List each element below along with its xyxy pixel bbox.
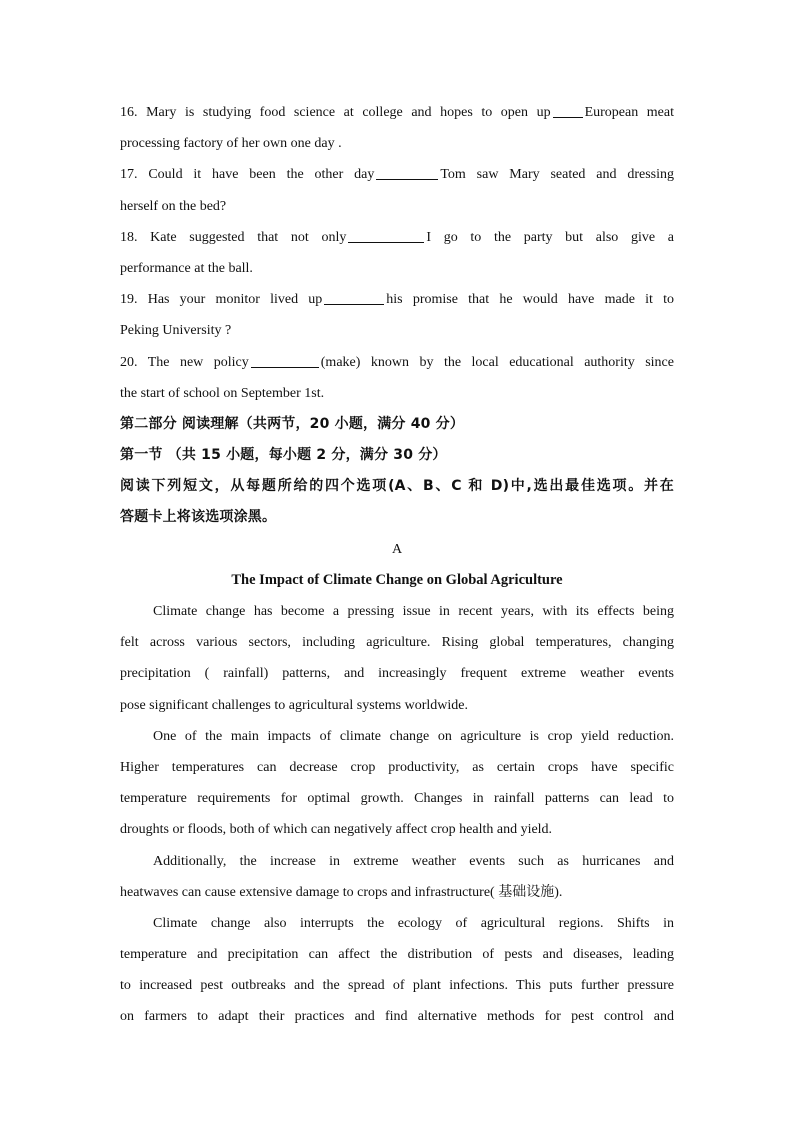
answer-blank-19[interactable]: [324, 290, 384, 305]
passage-line: temperature requirements for optimal growth. Changes in rainfall patterns can lead to: [120, 791, 674, 807]
passage-title: The Impact of Climate Change on Global Agriculture: [231, 571, 563, 588]
passage-line: pose significant challenges to agricultural systems worldwide.: [120, 697, 468, 713]
question-19-line-2: Peking University ?: [120, 323, 232, 339]
question-18-line-2: performance at the ball.: [120, 260, 253, 276]
question-16-line-1: 16. Mary is studying food science at college and hopes to open up European meat: [120, 105, 674, 120]
part-heading: 第二部分 阅读理解（共两节，20 小题，满分 40 分）: [120, 415, 465, 432]
passage-line: temperature and precipitation can affect the distribution of pests and diseases, leading: [120, 947, 674, 963]
passage-label: A: [391, 541, 403, 557]
question-18-line-1: 18. Kate suggested that not only I go to the party but also give a: [120, 229, 674, 245]
passage-line: to increased pest outbreaks and the spread of plant infections. This puts further pressure: [120, 978, 674, 994]
answer-blank-18[interactable]: [348, 228, 424, 243]
answer-blank-20[interactable]: [251, 353, 319, 368]
instruction-line-2: 答题卡上将该选项涂黑。: [120, 509, 277, 526]
passage-line: One of the main impacts of climate change on agriculture is crop yield reduction.: [153, 728, 674, 744]
section-heading: 第一节 （共 15 小题，每小题 2 分，满分 30 分）: [120, 447, 447, 464]
passage-line: Higher temperatures can decrease crop productivity, as certain crops have specific: [120, 759, 674, 775]
passage-line: Climate change also interrupts the ecology of agricultural regions. Shifts in: [153, 915, 674, 931]
question-20-line-1: 20. The new policy (make) known by the local educational authority since: [120, 354, 674, 370]
passage-line: precipitation ( rainfall) patterns, and increasingly frequent extreme weather events: [120, 666, 674, 682]
passage-line: heatwaves can cause extensive damage to crops and infrastructure( 基础设施).: [120, 884, 563, 900]
question-19-line-1: 19. Has your monitor lived up his promise that he would have made it to: [120, 292, 674, 308]
passage-line: droughts or floods, both of which can negatively affect crop health and yield.: [120, 822, 553, 838]
question-17-line-1: 17. Could it have been the other day Tom saw Mary seated and dressing: [120, 167, 674, 183]
instruction-line-1: 阅读下列短文，从每题所给的四个选项(A、B、C 和 D)中,选出最佳选项。并在: [120, 478, 674, 495]
answer-blank-16[interactable]: [553, 103, 583, 118]
question-20-line-2: the start of school on September 1st.: [120, 385, 325, 401]
passage-line: Additionally, the increase in extreme weather events such as hurricanes and: [153, 853, 674, 869]
question-16-line-2: processing factory of her own one day .: [120, 136, 342, 152]
passage-line: felt across various sectors, including agriculture. Rising global temperatures, changing: [120, 635, 674, 651]
passage-line: Climate change has become a pressing issue in recent years, with its effects being: [153, 604, 674, 619]
answer-blank-17[interactable]: [376, 165, 438, 180]
page-content: [120, 97, 674, 1033]
question-17-line-2: herself on the bed?: [120, 198, 227, 214]
passage-line: on farmers to adapt their practices and find alternative methods for pest control and: [120, 1009, 674, 1025]
